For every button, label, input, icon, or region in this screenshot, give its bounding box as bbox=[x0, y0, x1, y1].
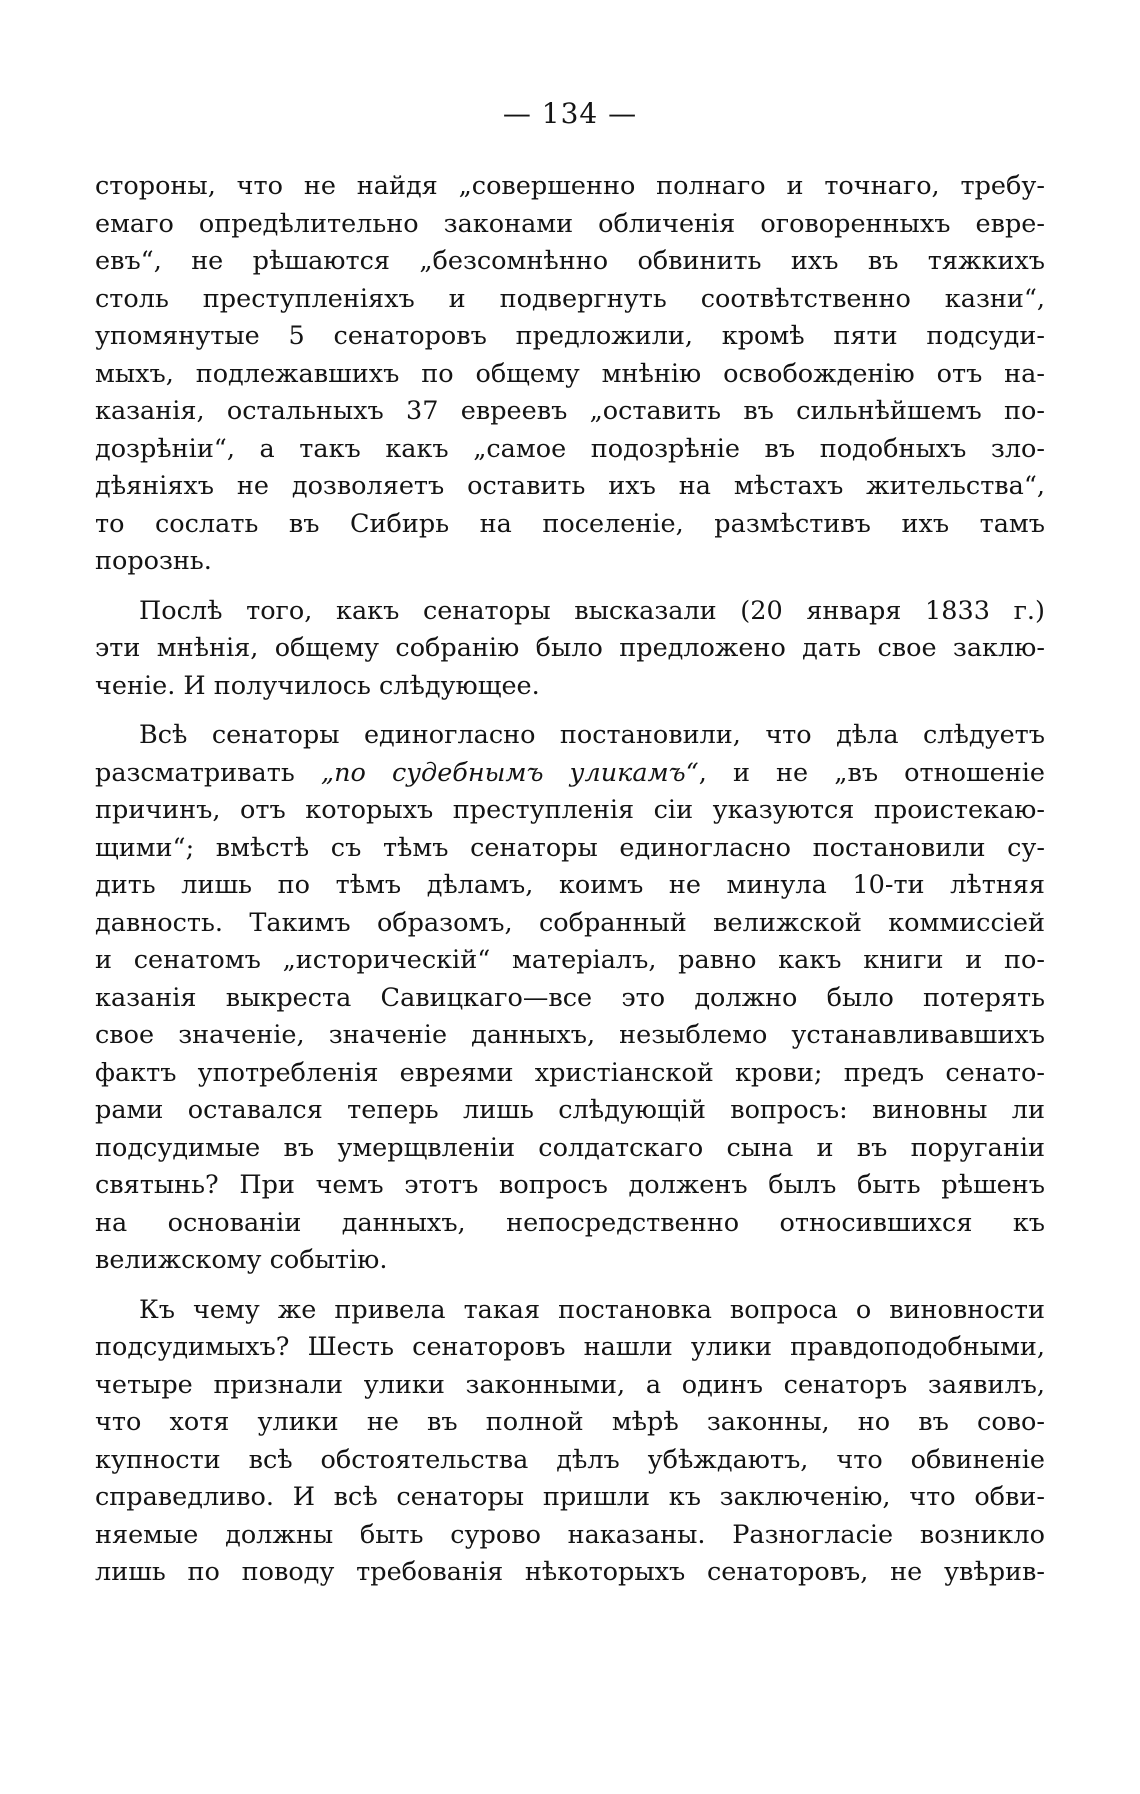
paragraph-4 bbox=[95, 1292, 1045, 1592]
text-line: купности всѣ обстоятельства дѣлъ убѣждаютъ, что обвиненіе bbox=[95, 1444, 1045, 1475]
text-line: евъ“, не рѣшаются „безсомнѣнно обвинить ихъ въ тяжкихъ bbox=[95, 246, 1045, 276]
text-line: казанія выкреста Савицкаго—все это должно было потерять bbox=[95, 982, 1045, 1013]
text-line: подсудимые въ умерщвленіи солдатскаго сына и въ поруганіи bbox=[95, 1132, 1045, 1163]
text-line: что хотя улики не въ полной мѣрѣ законны, но въ сово- bbox=[95, 1407, 1045, 1437]
text-line: справедливо. И всѣ сенаторы пришли къ заключенію, что обви- bbox=[95, 1482, 1045, 1512]
text-line: стороны, что не найдя „совершенно полнаго и точнаго, требу- bbox=[95, 171, 1045, 201]
text-line: эти мнѣнія, общему собранію было предложено дать свое заклю- bbox=[95, 633, 1045, 663]
paragraph-2 bbox=[95, 593, 1045, 706]
text-line: велижскому событію. bbox=[95, 1245, 388, 1275]
text-line: дить лишь по тѣмъ дѣламъ, коимъ не минула 10-ти лѣтняя bbox=[95, 870, 1045, 900]
text-line: давность. Такимъ образомъ, собранный велижской коммиссіей bbox=[95, 907, 1045, 938]
text-line: рами оставался теперь лишь слѣдующій вопросъ: виновны ли bbox=[95, 1095, 1045, 1125]
text-line: дѣяніяхъ не дозволяетъ оставить ихъ на мѣстахъ жительства“, bbox=[95, 471, 1045, 501]
text-segment: , и не „въ отношеніе bbox=[698, 757, 1045, 788]
text-line: подсудимыхъ? Шесть сенаторовъ нашли улики правдоподобными, bbox=[95, 1332, 1045, 1362]
text-line: столь преступленіяхъ и подвергнуть соотвѣтственно казни“, bbox=[95, 283, 1045, 314]
text-line: порознь. bbox=[95, 546, 212, 576]
text-line: на основаніи данныхъ, непосредственно относившихся къ bbox=[95, 1207, 1045, 1238]
text-line-with-italic bbox=[95, 755, 1045, 793]
paragraph-3 bbox=[95, 717, 1045, 1280]
text-line: Послѣ того, какъ сенаторы высказали (20 января 1833 г.) bbox=[139, 595, 1045, 626]
page-number: — 134 — bbox=[502, 97, 638, 130]
text-line: дозрѣніи“, а такъ какъ „самое подозрѣніе въ подобныхъ зло- bbox=[95, 433, 1045, 464]
text-line: и сенатомъ „историческій“ матеріалъ, равно какъ книги и по- bbox=[95, 945, 1045, 975]
text-line: фактъ употребленія евреями христіанской крови; предъ сенато- bbox=[95, 1057, 1045, 1088]
text-line: причинъ, отъ которыхъ преступленія сіи указуются проистекаю- bbox=[95, 795, 1045, 825]
text-line: Всѣ сенаторы единогласно постановили, что дѣла слѣдуетъ bbox=[139, 720, 1045, 750]
text-line: Къ чему же привела такая постановка вопроса о виновности bbox=[139, 1294, 1045, 1325]
text-line: мыхъ, подлежавшихъ по общему мнѣнію освобожденію отъ на- bbox=[95, 358, 1045, 389]
body-text bbox=[95, 168, 1045, 1592]
italic-phrase: „по судебнымъ уликамъ“ bbox=[320, 757, 699, 788]
text-line: свое значеніе, значеніе данныхъ, незыблемо устанавливавшихъ bbox=[95, 1020, 1045, 1050]
text-line: то сослать въ Сибирь на поселеніе, размѣстивъ ихъ тамъ bbox=[95, 508, 1045, 539]
paragraph-1 bbox=[95, 168, 1045, 581]
text-line: четыре признали улики законными, а одинъ сенаторъ заявилъ, bbox=[95, 1369, 1045, 1400]
text-line: упомянутые 5 сенаторовъ предложили, кромѣ пяти подсуди- bbox=[95, 321, 1045, 351]
text-line: емаго опредѣлительно законами обличенія оговоренныхъ евре- bbox=[95, 208, 1045, 239]
text-line: святынь? При чемъ этотъ вопросъ долженъ былъ быть рѣшенъ bbox=[95, 1170, 1045, 1200]
text-line: щими“; вмѣстѣ съ тѣмъ сенаторы единогласно постановили су- bbox=[95, 832, 1045, 863]
text-line: няемые должны быть сурово наказаны. Разногласіе возникло bbox=[95, 1519, 1045, 1550]
text-segment: разсматривать bbox=[95, 757, 295, 788]
text-line: казанія, остальныхъ 37 евреевъ „оставить въ сильнѣйшемъ по- bbox=[95, 396, 1045, 426]
text-line: лишь по поводу требованія нѣкоторыхъ сенаторовъ, не увѣрив- bbox=[95, 1557, 1045, 1587]
text-line: ченіе. И получилось слѣдующее. bbox=[95, 670, 540, 701]
